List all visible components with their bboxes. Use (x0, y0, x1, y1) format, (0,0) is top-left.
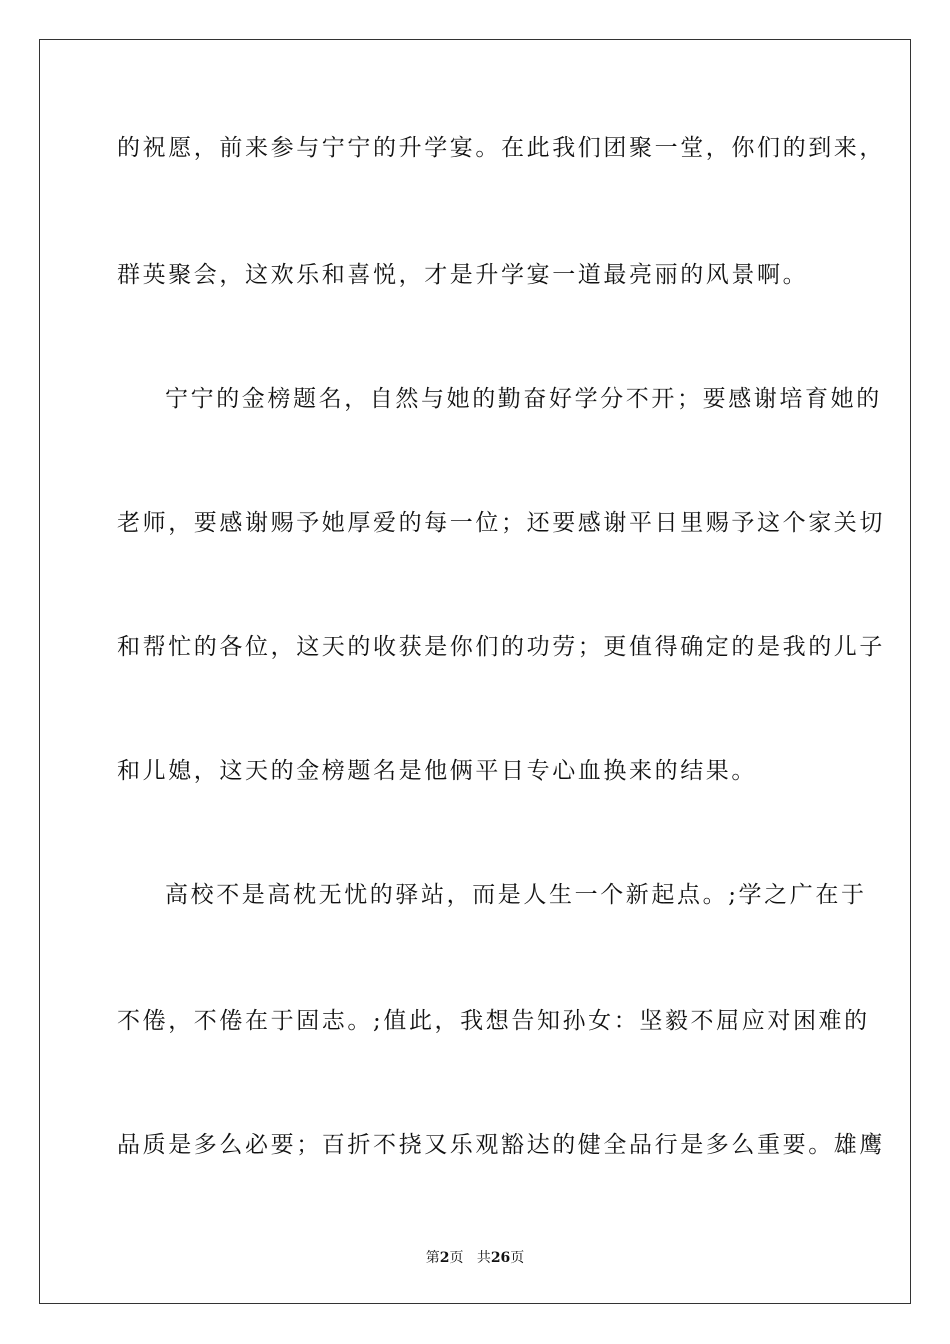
total-pages: 26 (490, 1250, 511, 1266)
paragraph-start-line: 高校不是高枕无忧的驿站，而是人生一个新起点。;学之广在于 (165, 882, 867, 908)
page-frame (39, 39, 911, 1304)
total-prefix: 共 (476, 1250, 491, 1266)
page-prefix: 第 (425, 1250, 440, 1266)
text-line: 的祝愿，前来参与宁宁的升学宴。在此我们团聚一堂，你们的到来， (117, 135, 885, 161)
page-footer (0, 1249, 950, 1267)
text-line: 和帮忙的各位，这天的收获是你们的功劳；更值得确定的是我的儿子 (117, 634, 885, 660)
text-line: 不倦，不倦在于固志。;值此，我想告知孙女：坚毅不屈应对困难的 (117, 1008, 870, 1034)
page-suffix: 页 (449, 1250, 464, 1266)
text-line: 老师，要感谢赐予她厚爱的每一位；还要感谢平日里赐予这个家关切 (117, 510, 885, 536)
text-line: 群英聚会，这欢乐和喜悦，才是升学宴一道最亮丽的风景啊。 (117, 262, 809, 288)
page-number: 2 (439, 1250, 450, 1266)
total-suffix: 页 (510, 1250, 525, 1266)
text-line: 品质是多么必要；百折不挠又乐观豁达的健全品行是多么重要。雄鹰 (117, 1132, 885, 1158)
paragraph-start-line: 宁宁的金榜题名，自然与她的勤奋好学分不开；要感谢培育她的 (165, 386, 882, 412)
text-line: 和儿媳，这天的金榜题名是他俩平日专心血换来的结果。 (117, 758, 757, 784)
